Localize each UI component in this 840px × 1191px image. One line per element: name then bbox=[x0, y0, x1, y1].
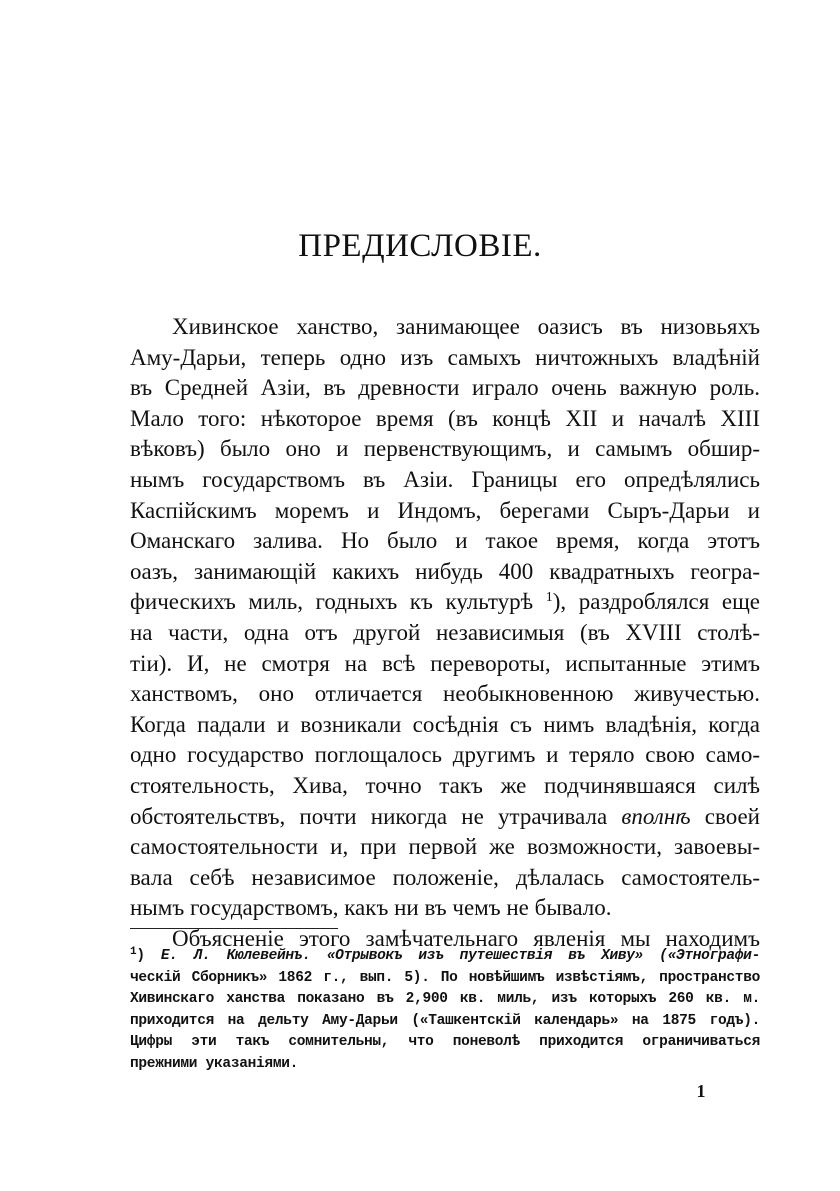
footnote-line: Цифры эти такъ сомнительны, что поневолѣ приходится ограничиваться bbox=[130, 1034, 760, 1051]
body-line: Объясненіе этого замѣчательнаго явленія мы находимъ bbox=[172, 925, 760, 951]
body-line: тіи). И, не смотря на всѣ перевороты, испытанные этимъ bbox=[130, 650, 760, 676]
page-title: ПРЕДИСЛОВІЕ. bbox=[298, 228, 542, 264]
body-line: Хивинское ханство, занимающее оазисъ въ низовьяхъ bbox=[172, 314, 760, 339]
footnote-line: ческій Сборникъ» 1862 г., вып. 5). По новѣйшимъ извѣстіямъ, пространство bbox=[130, 969, 760, 986]
body-line: Мало того: нѣкоторое время (въ концѣ XII и началѣ XIII bbox=[130, 405, 760, 431]
body-line: Оманскаго залива. Но было и такое время, когда этотъ bbox=[130, 528, 760, 554]
body-line: одно государство поглощалось другимъ и теряло свою само- bbox=[130, 742, 760, 768]
body-line: Когда падали и возникали сосѣднія съ нимъ владѣнія, когда bbox=[130, 711, 760, 737]
body-line: на части, одна отъ другой независимыя (въ XVIII столѣ- bbox=[130, 619, 760, 645]
footnote bbox=[130, 946, 760, 1076]
footnote-number: 1 bbox=[130, 946, 137, 958]
body-line-part: обстоятельствъ, почти никогда не утрачивала bbox=[130, 803, 608, 829]
footnote-line: Хивинскаго ханства показано въ 2,900 кв. миль, изъ которыхъ 260 кв. м. bbox=[130, 991, 760, 1008]
body-line: вѣковъ) было оно и первенствующимъ, и самымъ обшир- bbox=[130, 436, 760, 462]
body-line-part: ), раздроблялся еще bbox=[552, 589, 760, 615]
footnote-line: $^1$) Е. Л. Кюлевейнъ. «Отрывокъ изъ путешествія въ Хиву» («Этнографи- bbox=[130, 946, 760, 964]
body-line: ханствомъ, оно отличается необыкновенною живучестью. bbox=[130, 681, 760, 707]
body-line bbox=[130, 587, 760, 618]
footnote-divider bbox=[130, 928, 338, 929]
body-line: Аму-Дарьи, теперь одно изъ самыхъ ничтожныхъ владѣній bbox=[130, 344, 760, 370]
emphasized-word: вполнѣ bbox=[621, 803, 691, 829]
body-line: самостоятельности и, при первой же возможности, завоевы- bbox=[130, 834, 760, 860]
body-line: вала себѣ независимое положеніе, дѣлалась самостоятель- bbox=[130, 864, 760, 890]
footnote-marker: 1 bbox=[545, 590, 553, 606]
body-line bbox=[130, 802, 760, 833]
body-line: нымъ государствомъ въ Азіи. Границы его опредѣлялись bbox=[130, 466, 760, 492]
body-line: нымъ государствомъ, какъ ни въ чемъ не бывало. bbox=[130, 895, 612, 921]
footnote-line-part: Е. Л. Кюлевейнъ. «Отрывокъ изъ путешествія въ Хиву» («Этнографи- bbox=[160, 948, 760, 964]
footnote-line: прежними указаніями. bbox=[130, 1055, 299, 1072]
body-line: Каспійскимъ моремъ и Индомъ, берегами Сыръ-Дарьи и bbox=[130, 497, 760, 523]
body-line-part: фическихъ миль, годныхъ къ культурѣ bbox=[130, 589, 534, 615]
footnote-line: приходится на дельту Аму-Дарьи («Ташкентскій календарь» на 1875 годъ). bbox=[130, 1012, 760, 1029]
body-line: оазъ, занимающій какихъ нибудь 400 квадратныхъ геогра- bbox=[130, 558, 760, 584]
body-paragraphs bbox=[130, 312, 760, 954]
body-line-part: своей bbox=[704, 803, 760, 829]
body-line: стоятельность, Хива, точно такъ же подчинявшаяся силѣ bbox=[130, 772, 760, 798]
body-line: въ Средней Азіи, въ древности играло очень важную роль. bbox=[130, 375, 760, 401]
page-number: 1 bbox=[696, 1081, 706, 1101]
